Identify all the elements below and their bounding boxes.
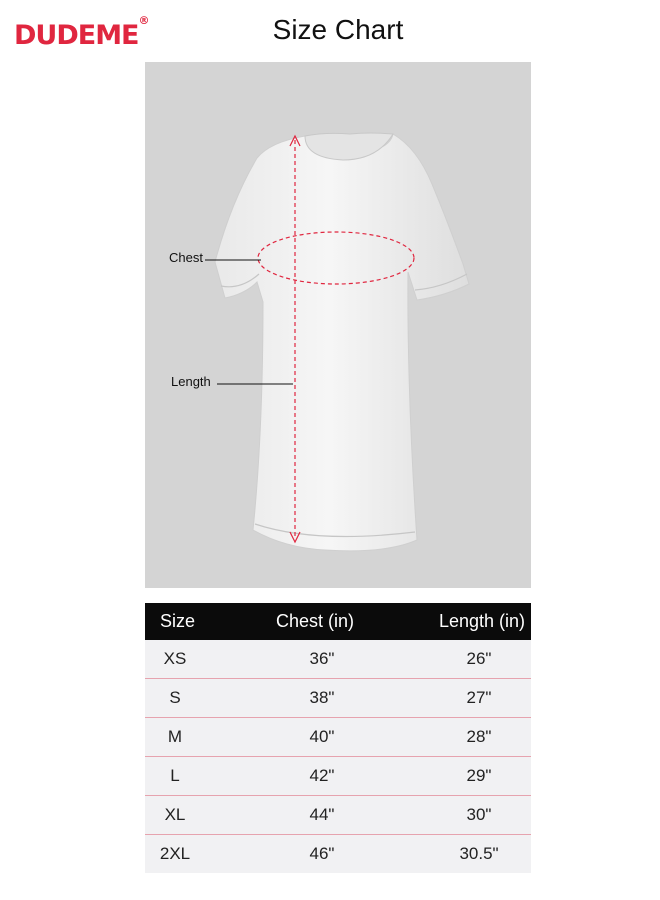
cell-size: M: [167, 727, 183, 746]
brand-name: DUDEME: [14, 20, 139, 51]
table-row: [145, 718, 531, 757]
cell-chest: 42": [309, 766, 335, 785]
table-row: [145, 757, 531, 796]
cell-size: XL: [164, 805, 186, 824]
cell-chest: 40": [309, 727, 335, 746]
page-title: Size Chart: [272, 14, 404, 45]
size-table: [145, 603, 531, 873]
cell-length: 29": [466, 766, 492, 785]
cell-size: L: [170, 766, 180, 785]
cell-length: 26": [466, 649, 492, 668]
length-label: Length: [171, 374, 211, 389]
tshirt-illustration: [145, 62, 531, 588]
header-length: Length (in): [438, 611, 525, 631]
cell-length: 30": [466, 805, 492, 824]
cell-chest: 44": [309, 805, 335, 824]
cell-chest: 46": [309, 844, 335, 863]
table-row: [145, 796, 531, 835]
table-row: [145, 679, 531, 718]
cell-length: 27": [466, 688, 492, 707]
chest-label: Chest: [169, 250, 203, 265]
tshirt-photo: [145, 62, 531, 588]
cell-size: S: [169, 688, 181, 707]
cell-chest: 38": [309, 688, 335, 707]
table-row: [145, 835, 531, 873]
header-size: Size: [160, 611, 196, 631]
header-chest: Chest (in): [275, 611, 355, 631]
registered-mark: ®: [138, 14, 150, 27]
cell-chest: 36": [309, 649, 335, 668]
cell-length: 30.5": [459, 844, 499, 863]
table-row: [145, 640, 531, 679]
tshirt-shape: [215, 134, 469, 551]
cell-size: 2XL: [159, 844, 191, 863]
cell-size: XS: [163, 649, 187, 668]
cell-length: 28": [466, 727, 492, 746]
table-header: [145, 603, 531, 640]
